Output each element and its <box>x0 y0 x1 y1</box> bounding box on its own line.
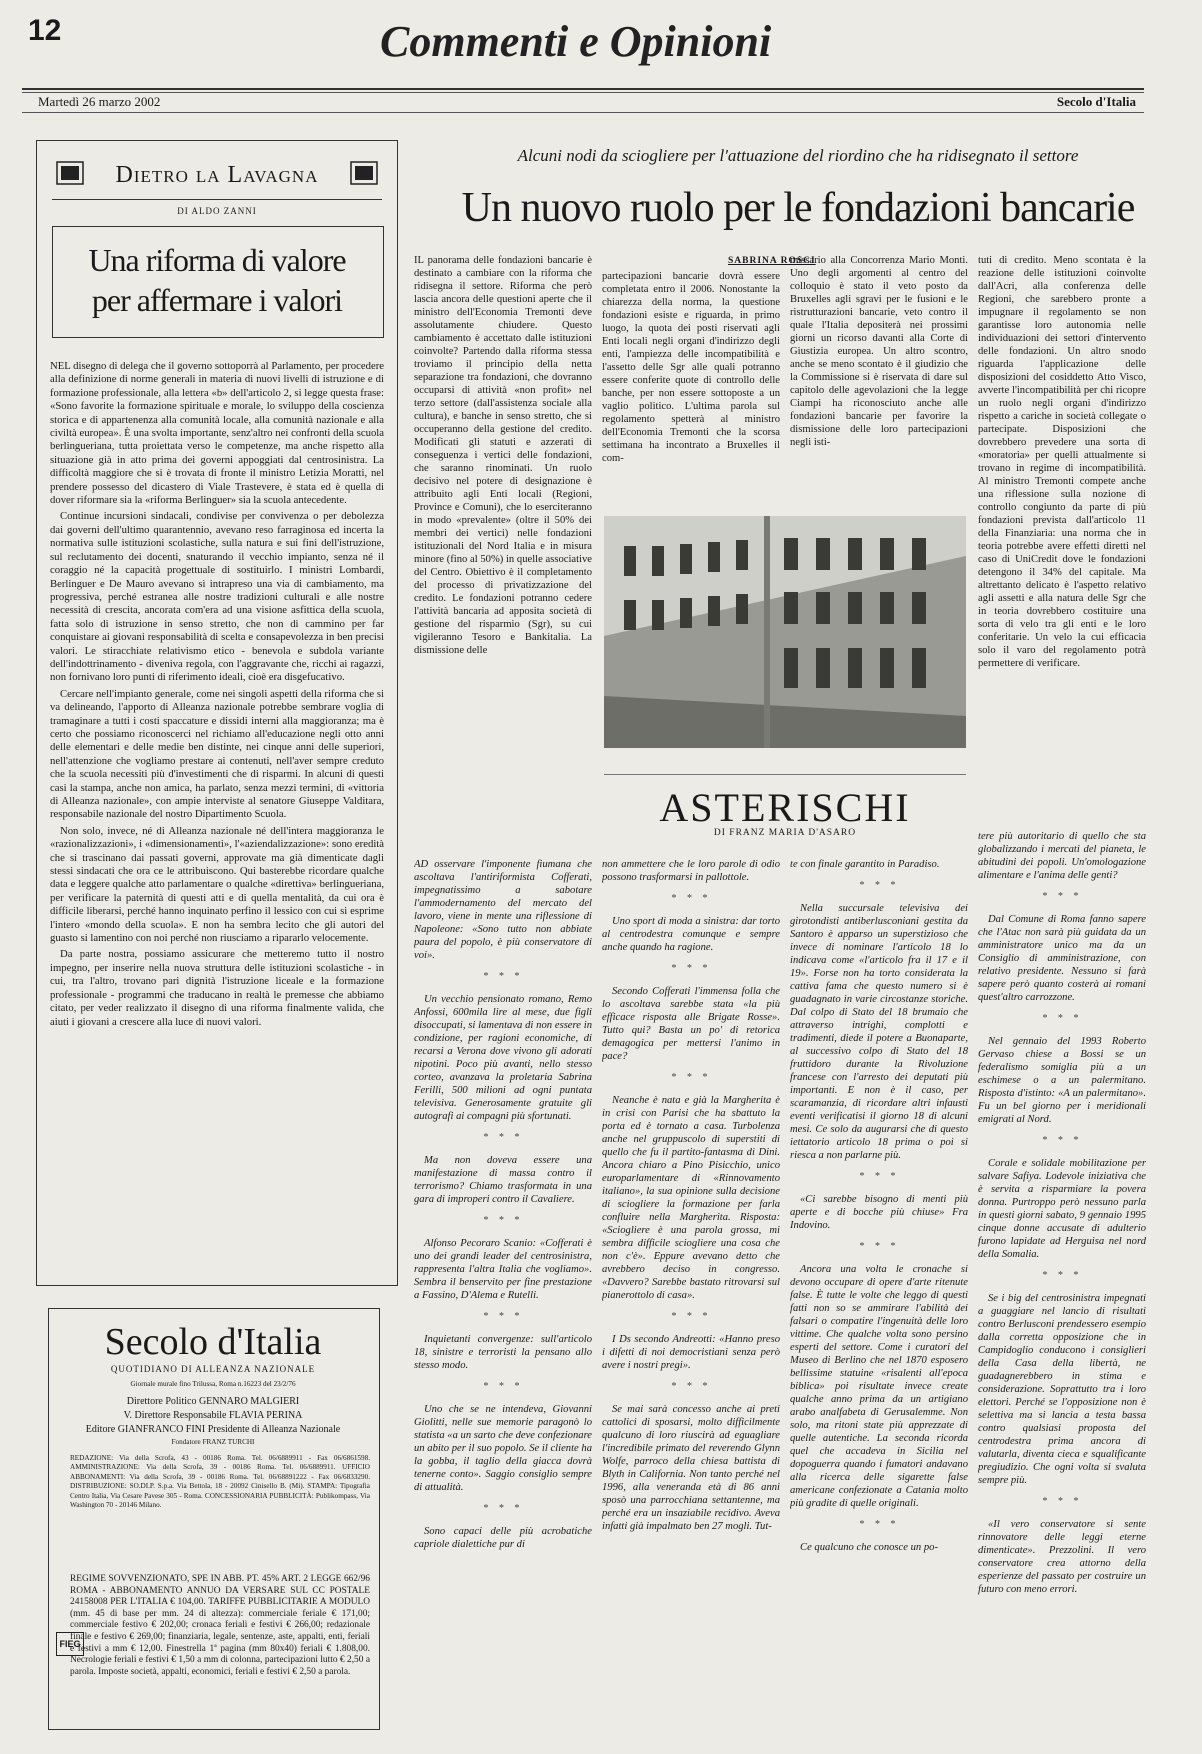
aside-item: Un vecchio pensionato romano, Remo Anfossi, 600mila lire al mese, due figli disoccupati, si lamentava di non essere in condizione, per ragioni economiche, di recarsi a Verona dove vivono gli adorati nipotini. Poco più avanti, nello stesso corteo, avanzava la proletaria Sabrina Ferilli, 500 milioni ad ogni puntata televisiva. Generosamente gratuite gli autografi ai compagni più sfortunati. <box>414 994 592 1122</box>
separator-stars: * * * <box>859 880 899 891</box>
column-paragraph: Da parte nostra, possiamo assicurare che metteremo tutto il nostro impegno, per inserire nella nuova struttura delle istituzioni scolastiche - in cui, tra l'altro, trovano pari dignità l'istruzione liceale e la formazione professionale - programmi che traducano in realtà le premesse che abbiamo citato, per veder realizzato il disegno di una riforma finalmente valida, che aiuti i giovani a crescere alla luce di nuovi valori. <box>50 948 384 1028</box>
masthead-director: Direttore Politico GENNARO MALGIERI <box>126 1396 300 1407</box>
issue-date: Martedì 26 marzo 2002 <box>38 94 161 109</box>
section-title: Commenti e Opinioni <box>380 17 772 66</box>
rubric-title: Dietro la Lavagna <box>115 162 319 188</box>
aside-item: Neanche è nata e già la Margherita è in crisi con Parisi che ha sbattuto la porta ed è tornato a casa. Turbolenza anche nel gruppuscolo di superstiti di quello che fu il partito-fantasma di Dini. Ancora chiaro a Pino Pisicchio, unico europarlamentare di «Rinnovamento italiano», la sua opinione sulla decisione di sciogliere la formazione per farla confluire nella Margherita. Risposta: «Sciogliere è una parola grossa, mi sembra difficile sciogliere una cosa che non c'è». Eppure avevano detto che avrebbero deciso in congresso. «Davvero? Sarebbe bastato ritrovarsi sul pianerottolo di casa». <box>602 1095 780 1301</box>
separator-stars: * * * <box>483 1132 523 1143</box>
aside-item: Uno che se ne intendeva, Giovanni Giolitti, nelle sue memorie paragonò lo statista «a un sarto che deve confezionare un abito per il suo popolo. Se il cliente ha la gobba, il taglio della giacca dovrà tenerne conto». Saggio consiglio sempre di attualità. <box>414 1404 592 1493</box>
column-byline: DI ALDO ZANNI <box>177 206 257 216</box>
asterischi-column-1 <box>414 858 592 1744</box>
separator-stars: * * * <box>859 1241 899 1252</box>
aside-item: non ammettere che le loro parole di odio possono trasformarsi in pallottole. <box>602 859 780 883</box>
asterischi-byline: DI FRANZ MARIA D'ASARO <box>713 828 857 838</box>
separator-stars: * * * <box>671 1072 711 1083</box>
newspaper-name: Secolo d'Italia <box>1056 94 1136 109</box>
article-author: SABRINA ROSCI <box>728 256 816 266</box>
article-text: tuti di credito. Meno scontata è la reazione delle istituzioni coinvolte dall'Acri, alla conferenza delle Regioni, che sarebbero pronte a impugnare il regolamento se non garantisse loro autonomia nelle individuazioni dei settori d'intervento delle fondazioni. Un altro snodo riguarda l'applicazione delle disposizioni del cosiddetto Atto Visco, avverte l'incompatibilità per chi ricopre un ruolo negli organi d'indirizzo rispetto a cariche in società collegate o partecipate. Disposizioni che dovrebbero prevedere una sorta di «moratoria» per quelli attualmente si trovano in regime di incompatibilità. Al ministro Tremonti compete anche una riflessione sulla nozione di controllo congiunto da parte di più fondazioni prevista dall'articolo 11 della Finanziaria: una norma che in teoria potrebbe avere effetti diretti nel caso di UniCredit dove le fondazioni detengono il 34% del capitale. Ma altrettanto delicato è l'aspetto relativo agli assetti e alla natura delle Sgr che in teoria dovrebbero costituire una sorta di velo tra gli enti e le loro conferitarie. Un velo la cui efficacia solo il varo del regolamento potrà permettere di verificare. <box>978 255 1146 669</box>
separator-stars: * * * <box>671 1311 711 1322</box>
column-headline-line2: per affermare i valori <box>91 282 343 318</box>
article-text: IL panorama delle fondazioni bancarie è destinato a cambiare con la riforma che ridisegna il settore. Riforma che però lascia ancora delle questioni aperte che il ministro dell'Economia Tremonti deve assolutamente chiudere. Questo cambiamento è accettato dalle istituzioni coinvolte? Partendo dalla riforma stessa troviamo il principio della netta separazione tra fondazioni, che dovranno occuparsi di attività «non profit» nel terzo settore (dall'assistenza sociale alla cultura), e banche in senso stretto, che si occuperanno della gestione del credito. Modificati gli statuti e azzerati di conseguenza i vertici delle fondazioni, che saranno rinominati. Un ruolo decisivo nel potere di designazione è attribuito agli Enti locali (Regioni, Province e Comuni), che lo eserciteranno in modo «prevalente» (oltre il 50% dei membri dei vertici) nelle fondazioni istituzionali del Nord Italia e in misura minore (fino al 50%) in quelle associative del Centro. Obiettivo è il completamento del processo di privatizzazione del credito. Le fondazioni potranno cedere l'attività bancaria ad apposita società di gestione del risparmio (Sgr), su cui vigileranno Tesoro e Bankitalia. La dismissione delle <box>414 255 592 656</box>
asterischi-column-4 <box>978 830 1146 1744</box>
column-paragraph: Non solo, invece, né di Alleanza nazionale né dell'intera maggioranza le «razionalizzazioni», i «dimensionamenti», l'«aziendalizzazione»: sono eredità che si trascinano dai passati governi, approvate ma già dimenticate dagli stessi sindacati che ora ce le attribuiscono. Qui basterebbe ricordare qualche data e leggere qualche atto parlamentare o qualche «direttiva» berlingueriana, per verificare la paternità di questi atti e di quella mentalità, da cui ora è difficile liberarsi, perché hanno inquinato perfino il lessico con cui si esprime l'intero «mondo della scuola». E non ha sembra lecito che gli autori del guasto si lamentino con noi perché non riusciamo a ripararlo velocemente. <box>50 824 384 945</box>
aside-item: Nella succursale televisiva dei girotondisti antiberlusconiani gestita da Santoro è apparso un superstizioso che invece di nominare l'articolo 18 lo indicava come «l'articolo fra il 17 e il 19». Forse non ha torto considerata la cattiva fama che questo numero si è guadagnato in varie circostanze storiche. Dal colpo di Stato del 18 brumaio che attraverso intrighi, complotti e tradimenti, diede il potere a Buonaparte, al successivo colpo di Stato del 18 fruttidoro durante la Rivoluzione francese con l'arresto dei deputati più importanti. E non è il caso, per scaramanzia, di ricordare altri infausti eventi verificatisi il giorno 18 di alcuni mesi. Ce solo da augurarsi che di questo iettatorio articolo 18 prima o poi si riesca a non parlarne più. <box>790 903 968 1161</box>
aside-item: Inquietanti convergenze: sull'articolo 18, sinistre e terroristi la pensano allo stesso modo. <box>414 1334 592 1371</box>
fieg-logo: FIEG <box>56 1632 84 1656</box>
separator-stars: * * * <box>1042 1270 1082 1281</box>
article-column-2 <box>602 270 780 502</box>
column-headline <box>52 240 382 320</box>
article-column-4 <box>978 254 1146 750</box>
masthead-info: REDAZIONE: Via della Scrofa, 43 - 00186 Roma. Tel. 06/6889911 - Fax 06/6861598. AMMINISTRAZIONE: Via della Scrofa, 39 - 00186 Roma. Tel. 06/6889911. UFFICIO ABBONAMENTI: Via della Scrofa, 39 - 00186 Roma. Tel. 06/68891222 - Fax 06/6833290. DISTRIBUZIONE: SO.DI.P. S.p.a. Via Bettola, 18 - 20092 Cinisello B. (Mi). STAMPA: Tipografia Centro Italia, Via Cesare Pavese 305 - Roma. CONCESSIONARIA PUBBLICITÀ: Publikompass, Via Washington 70 - 20146 Milano. <box>70 1454 370 1510</box>
aside-item: Se i big del centrosinistra impegnati a guaggiare nel lancio di risultati contro Berlusconi prendessero esempio dalla corretta opposizione che in Campidoglio conducono i consiglieri della Casa della libertà, ne guadagnerebbero in stima e considerazione. Soprattutto tra i loro elettori. Perché se l'opposizione non è selettiva ma si lancia a testa bassa contro qualsiasi proposta del centrodestra prima ancora di valutarla, diventa cieca e squalificante pregiudizio. Che ogni volta si svaluta sempre più. <box>978 1293 1146 1486</box>
separator-stars: * * * <box>1042 1135 1082 1146</box>
aside-item: Dal Comune di Roma fanno sapere che l'Atac non sarà più guidata da un amministratore unico ma da un Consiglio di amministrazione, con relativo presidente. Nessuno si farà sapere però quanto costerà ai romani quest'altro carrozzone. <box>978 914 1146 1003</box>
separator-stars: * * * <box>483 1381 523 1392</box>
article-headline: Un nuovo ruolo per le fondazioni bancarie <box>461 185 1135 231</box>
aside-item: AD osservare l'imponente fiumana che ascoltava l'antiriformista Cofferati, impegnatissimo a sabotare l'ammodernamento del mercato del lavoro, viene in mente una riflessione di Napoleone: «Sono tutto non abbiate paura del popolo, è più conservatore di voi». <box>414 859 592 961</box>
aside-item: Alfonso Pecoraro Scanio: «Cofferati è uno dei grandi leader del centrosinistra, rappresenta l'altra Italia che vogliamo». Sembra il benservito per fine prestazione a Fassino, D'Alema e Rutelli. <box>414 1238 592 1301</box>
separator-stars: * * * <box>859 1171 899 1182</box>
header-rule-bottom <box>22 112 1144 113</box>
header-rule <box>22 88 1144 90</box>
separator-stars: * * * <box>1042 1496 1082 1507</box>
masthead-subscriptions: REGIME SOVVENZIONATO, SPE IN ABB. PT. 45% ART. 2 LEGGE 662/96 ROMA - ABBONAMENTO ANNUO DA VERSARE SUL CC POSTALE 24158008 PER L'ITALIA € 104,00. TARIFFE PUBBLICITARIE A MODULO (mm. 45 di base per mm. 24 di altezza): commerciale feriale € 171,00; commerciale festivo € 202,00; cronaca feriali e festivi € 266,00; redazionale finale e festivo € 269,00; finanziaria, legale, sentenze, aste, appalti, enti, feriali e festivi a mm € 12,00. Finestrella 1ª pagina (mm 80x40) feriali € 1.808,00. Necrologie feriali e festivi € 1,50 a mm di colonna, partecipazioni lutto € 2,50 a parola. Imposte società, appalti, economici, feriali e festivi € 2,50 a parola. <box>70 1574 370 1677</box>
separator-stars: * * * <box>1042 1013 1082 1024</box>
asterischi-column-2 <box>602 858 780 1744</box>
separator-stars: * * * <box>483 1311 523 1322</box>
article-text: partecipazioni bancarie dovrà essere completata entro il 2006. Nonostante la chiarezza della norma, la questione fondazioni esiste e riguarda, in primo luogo, la quota dei posti riservati agli Enti locali negli organi d'indirizzo degli enti, l'ampiezza delle incompatibilità e l'assetto delle Sgr alle quali potranno essere conferite quote di controllo delle banche, per non essere sottoposte a un vaglio politico. L'ultima parola sul regolamento spetterà al ministro dell'Economia Tremonti che la scorsa settimana ha incontrato a Bruxelles il com- <box>602 271 780 464</box>
separator-stars: * * * <box>859 1519 899 1530</box>
aside-item: Ce qualcuno che conosce un po- <box>800 1542 938 1553</box>
asterischi-rule <box>604 774 966 775</box>
masthead-vice-director: V. Direttore Responsabile FLAVIA PERINA <box>123 1410 303 1421</box>
column-body <box>50 360 384 1274</box>
separator-stars: * * * <box>1042 891 1082 902</box>
aside-item: Se mai sarà concesso anche ai preti cattolici di sposarsi, molto difficilmente qualcuno di loro riuscirà ad eguagliare l'incredibile primato del reverendo Glynn Wolfe, parroco della chiesa battista di Blyth in California. Non tanto perché nel 1996, alla veneranda età di 86 anni sposò una parrocchiana settantenne, ma perché era un insaziabile recidivo. Aveva infatti già impalmato ben 27 mogli. Tut- <box>602 1404 780 1532</box>
aside-item: Secondo Cofferati l'immensa folla che lo ascoltava sarebbe stata «la più efficace risposta alle Brigate Rosse». Tutto qui? Basta un po' di retorica demagogica per mettersi l'animo in pace? <box>602 986 780 1062</box>
masthead-founder: Fondatore FRANZ TURCHI <box>171 1438 255 1446</box>
masthead-subtitle: QUOTIDIANO DI ALLEANZA NAZIONALE <box>110 1364 316 1374</box>
article-column-1 <box>414 254 592 750</box>
separator-stars: * * * <box>483 1215 523 1226</box>
aside-item: Uno sport di moda a sinistra: dar torto al centrodestra comunque e sempre anche quando ha ragione. <box>602 916 780 953</box>
separator-stars: * * * <box>483 971 523 982</box>
masthead-name: Secolo d'Italia <box>104 1321 322 1363</box>
aside-item: «Il vero conservatore si sente rinnovatore delle leggi eterne dimenticate». Prezzolini. Il vero conservatore crea attorno della esperienze del passato per costruire un futuro con meno errori. <box>978 1519 1146 1595</box>
article-kicker: Alcuni nodi da sciogliere per l'attuazione del riordino che ha ridisegnato il settore <box>517 146 1079 165</box>
column-paragraph: Cercare nell'impianto generale, come nei singoli aspetti della riforma che si va delineando, l'apporto di Alleanza nazionale potrebbe sembrare voglia di tramaginare a tutti i costi spaccature e dissidi interni alla maggioranza; ma è certo che possiamo riconoscerci nel richiamo all'educazione negli otto anni delle elementari e delle medie ben distinte, nei cinque anni delle superiori, nell'attenzione che vogliamo prestare ai contenuti, nell'aver sempre creduto che la scuola necessiti più d'investimenti che di risparmi. In alcuni di questi casi la stampa, anche non amica, ha parlato, senza mezzi termini, di «vittoria di Alleanza nazionale», con ampie interviste al senatore Giuseppe Valditara, responsabile nazionale del nostro Dipartimento Scuola. <box>50 687 384 821</box>
asterischi-title: ASTERISCHI <box>659 785 911 830</box>
column-headline-line1: Una riforma di valore <box>88 242 346 278</box>
aside-item: Nel gennaio del 1993 Roberto Gervaso chiese a Bossi se un federalismo somiglia più a un eschimese o a un palermitano. Risposta d'istinto: «A un palermitano». Fu un bel giorno per i meridionali emigrati al Nord. <box>978 1036 1146 1125</box>
separator-stars: * * * <box>671 963 711 974</box>
aside-item: Sono capaci delle più acrobatiche capriole dialettiche pur di <box>414 1526 592 1550</box>
aside-item: Ancora una volta le cronache si devono occupare di opere d'arte ritenute false. È tutte le volte che leggo di questi fatti non so se ammirare l'abilità dei falsari o compatire l'ingenuità delle loro vittime. Che qualche volta sono persino esperti del settore. Come i curatori del Museo di Berlino che nel 1870 esposero bellissime statuine «risalenti all'epoca biblica» poi risultate invece create qualche anno prima da un artigiano arabo analfabeta di Gerusalemme. Non solo, ma ritoni state più apprezzate di quelle autentiche. La seconda ricorda quel che accadeva in Sicilia nel dopoguerra quando i fumatori andavano alla ricerca delle sigarette false americane confezionate a Catania molto più gradite di quelle originali. <box>790 1264 968 1509</box>
building-photo <box>604 516 966 748</box>
separator-stars: * * * <box>671 893 711 904</box>
masthead-editor: Editore GIANFRANCO FINI Presidente di Alleanza Nazionale <box>85 1424 341 1435</box>
separator-stars: * * * <box>483 1503 523 1514</box>
separator-stars: * * * <box>671 1381 711 1392</box>
article-column-3 <box>790 254 968 502</box>
article-text: missario alla Concorrenza Mario Monti. Uno degli argomenti al centro del colloquio è stato il veto posto da Bruxelles agli sgravi per le fusioni e le ristrutturazioni bancarie, veto contro il quale l'Italia depositerà nei prossimi giorni un ricorso davanti alla Corte di Giustizia europea. Un altro scontro, anche se meno scontato è il giudizio che la Commissione si è riservata di dare sul capitolo delle agevolazioni che la legge Ciampi ha riconosciuto anche alle fondazioni bancarie per favorire la dismissione delle loro partecipazioni negli isti- <box>790 255 968 448</box>
column-paragraph: Continue incursioni sindacali, condivise per convivenza o per debolezza dai governi dell'ultimo quarantennio, avevano reso farraginosa ed incerta la normativa sulle istituzioni scolastiche, sulla natura e sui fini dell'istruzione, sul reclutamento dei docenti, snaturando il vecchio impianto, senza né il coraggio né la capacità progettuale di sostituirlo. I ministri Lombardi, Berlinguer e De Mauro avevano sì intrapreso una via di cambiamento, ma progressiva, perché estranea alle nostre tradizioni culturali e alle nostre necessità di crescita, ancorata com'era ad una visione asfittica della scuola, fatta solo di istruzione in senso stretto, che non di cammino per far conquistare ai giovani responsabilità di scelta e consapevolezza in ben precisi valori. Le stiracchiate relativismo etico - benevola e subdola variante dell'indottrinamento - diveniva regola, con l'aggravante che, ricchi ai ragazzi, non fornivano loro punti di riferimento ideali, cioè era disgefucativo. <box>50 510 384 684</box>
aside-item: Corale e solidale mobilitazione per salvare Safiya. Lodevole iniziativa che è servita a risparmiare la povera donna. Purtroppo però nessuno parla in questi giorni sabato, 9 gennaio 1995 cinque donne accusate di adulterio furono lapidate ad Herguisa nel nord della Somalia. <box>978 1158 1146 1260</box>
asterischi-column-3 <box>790 858 968 1744</box>
aside-item: «Ci sarebbe bisogno di menti più aperte e di bocche più chiuse» Fra Indovino. <box>790 1194 968 1231</box>
aside-item: tere più autoritario di quello che sta globalizzando i mercati del pianeta, le abitudini dei popoli. Un'omologazione alimentare e l'anima delle genti? <box>978 831 1146 881</box>
aside-item: te con finale garantito in Paradiso. <box>790 859 940 870</box>
aside-item: I Ds secondo Andreotti: «Hanno preso i difetti di noi democristiani senza però avere i nostri pregi». <box>602 1334 780 1371</box>
column-paragraph: NEL disegno di delega che il governo sottoporrà al Parlamento, per procedere alla definizione di norme generali in materia di nuovi livelli di istruzione e di formazione professionale, alla lettera «b» dell'articolo 2, si legge questa frase: «Sono favorite la formazione spirituale e morale, lo sviluppo della coscienza storica e di appartenenza alla comunità locale, alla comunità nazionale e alla civiltà europea». È una svolta importante, senz'altro nei confronti della scuola berlingueriana, tutta proiettata verso le competenze, ma anche rispetto alla situazione già in atto prima dei governi appoggiati dal centrosinistra. La difficoltà maggiore che si è trovata di fronte il ministro Letizia Moratti, nel prendere possesso del dicastero di Viale Trastevere, è stata ed è quella di dover riformare sia la «riforma Berlinguer» sia la scuola antecedente. <box>50 360 384 507</box>
page-number: 12 <box>28 14 62 47</box>
masthead-registration: Giornale murale fino Trilussa, Roma n.16223 del 23/2/76 <box>130 1380 296 1388</box>
aside-item: Ma non doveva essere una manifestazione di massa contro il terrorismo? Chiamo trasformata in una gara di improperi contro il Cavaliere. <box>414 1155 592 1205</box>
header-rule-thin <box>22 92 1144 93</box>
